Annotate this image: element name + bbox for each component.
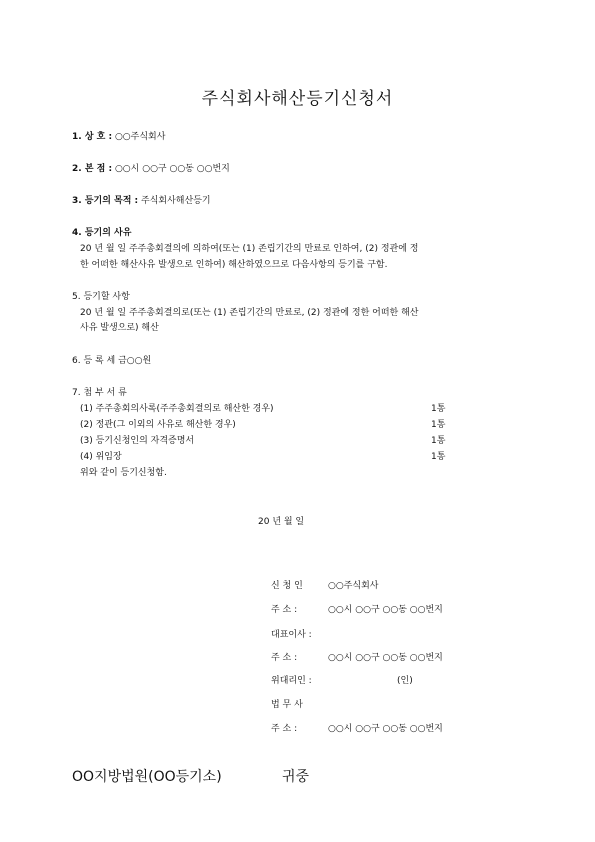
- item-label: 2. 본 점 :: [72, 164, 113, 174]
- item-company-name: [72, 129, 165, 142]
- representative-label: 대표이사 :: [271, 630, 312, 640]
- item-label: 1. 상 호 :: [72, 132, 113, 142]
- applicant-label: 신 청 인: [271, 581, 303, 591]
- representative-address-label: 주 소 :: [271, 653, 298, 663]
- item-value: ○○주식회사: [114, 132, 166, 142]
- item-reason-line-1: 20 년 월 일 주주총회결의에 의하여(또는 (1) 존립기간의 만료로 인하여, (2) 정관에 정: [80, 244, 419, 254]
- attachment-count: 1통: [431, 404, 446, 414]
- item-value: 주식회사해산등기: [141, 196, 211, 206]
- item-registration-purpose: [72, 193, 211, 206]
- lawyer-address: ○○시 ○○구 ○○동 ○○번지: [328, 724, 443, 734]
- item-matters-line-1: 20 년 월 일 주주총회결의로(또는 (1) 존립기간의 만료로, (2) 정관에 정한 어떠한 해산: [80, 308, 419, 318]
- item-registration-tax: 6. 등 록 세 금○○원: [72, 356, 152, 366]
- representative-address: ○○시 ○○구 ○○동 ○○번지: [328, 653, 443, 663]
- agent-label: 위대리인 :: [271, 676, 312, 686]
- attachment-name: (2) 정관(그 이외의 사유로 해산한 경우): [80, 420, 236, 430]
- application-date: 20 년 월 일: [258, 517, 305, 527]
- lawyer-label: 법 무 사: [271, 700, 303, 710]
- attachment-count: 1통: [431, 420, 446, 430]
- applicant-address-label: 주 소 :: [271, 605, 298, 615]
- item-head-office: [72, 161, 230, 174]
- seal-mark: (인): [397, 676, 413, 686]
- applicant-name: ○○주식회사: [328, 581, 379, 591]
- attachment-count: 1통: [431, 452, 446, 462]
- item-matters-line-2: 사유 발생으로) 해산: [80, 323, 159, 333]
- attachment-name: (1) 주주총회의사록(주주총회결의로 해산한 경우): [80, 404, 274, 414]
- item-attachments-label: 7. 첨 부 서 류: [72, 388, 127, 398]
- item-reason-line-2: 한 어떠한 해산사유 발생으로 인하여) 해산하였으므로 다음사항의 등기를 구함.: [80, 260, 388, 270]
- applicant-address: ○○시 ○○구 ○○동 ○○번지: [328, 605, 443, 615]
- item-value: ○○시 ○○구 ○○동 ○○번지: [114, 164, 230, 174]
- addressee-suffix: 귀중: [282, 769, 310, 785]
- item-reason-label: 4. 등기의 사유: [72, 228, 132, 238]
- attachment-name: (3) 등기신청인의 자격증명서: [80, 436, 195, 446]
- closing-statement: 위와 같이 등기신청함.: [80, 468, 167, 478]
- item-matters-label: 5. 등기할 사항: [72, 292, 130, 302]
- lawyer-address-label: 주 소 :: [271, 724, 298, 734]
- attachment-name: (4) 위임장: [80, 452, 122, 462]
- item-label: 3. 등기의 목적 :: [72, 196, 139, 206]
- document-title: 주식회사해산등기신청서: [201, 89, 394, 109]
- court-name: OO지방법원(OO등기소): [72, 769, 222, 785]
- attachment-count: 1통: [431, 436, 446, 446]
